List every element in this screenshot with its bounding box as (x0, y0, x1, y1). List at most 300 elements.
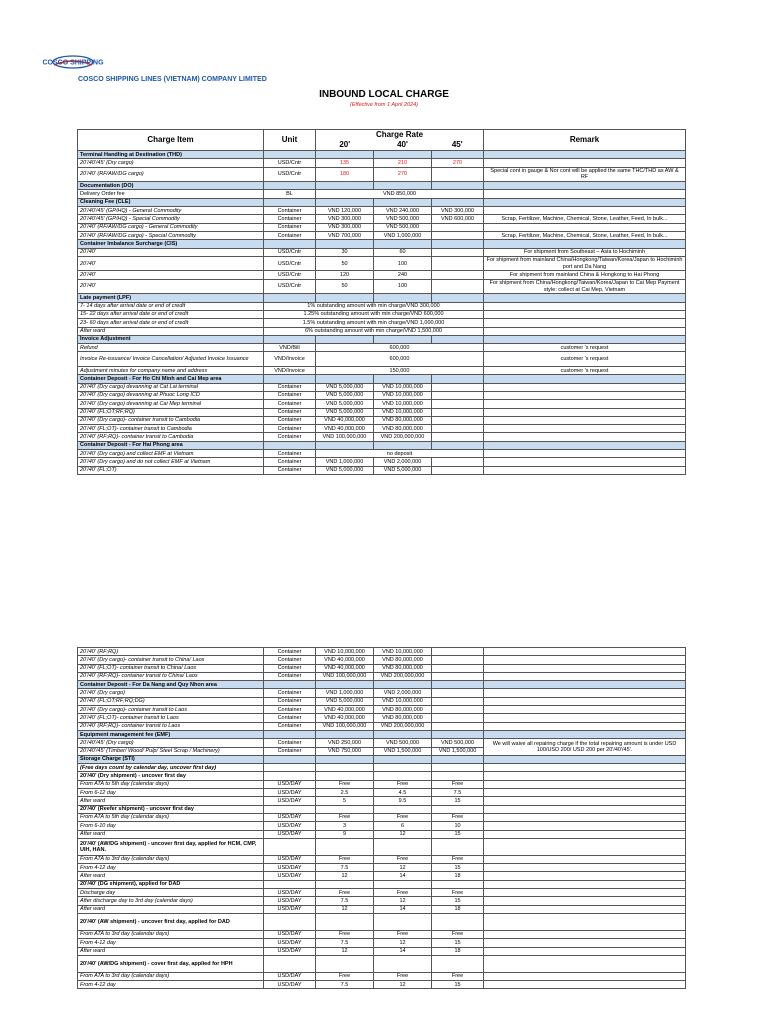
section-title: Invoice Adjustment (78, 335, 264, 343)
charge-item: 23- 60 days after arrival date or end of credit (78, 319, 264, 327)
rate-40: 12 (374, 864, 432, 872)
unit-cell: Container (264, 231, 316, 239)
section-header-row (78, 681, 686, 689)
charge-item: Refund (78, 344, 264, 352)
table-row (78, 408, 686, 416)
empty-cell (374, 838, 432, 855)
rate-45 (432, 256, 484, 271)
rate-40: Free (374, 855, 432, 863)
table-row (78, 400, 686, 408)
rate-45: VND 600,000 (432, 215, 484, 223)
section-title: Container Deposit - For Da Nang and Quy Nhon area (78, 681, 264, 689)
rate-40: VND 10,000,000 (374, 408, 432, 416)
unit-cell: USD/DAY (264, 864, 316, 872)
table-row (78, 223, 686, 231)
rate-20: VND 5,000,000 (316, 383, 374, 391)
table-row (78, 972, 686, 980)
subsection-title: 20'/40' (Dry shipment) - uncover first day (78, 772, 264, 780)
charge-item: 20'/40' (Dry cargo) and collect EMF at Vietnam (78, 449, 264, 457)
empty-cell (484, 151, 686, 159)
section-title: Late payment (LPF) (78, 294, 264, 302)
table-row (78, 714, 686, 722)
rate-20: VND 100,000,000 (316, 433, 374, 441)
empty-cell (484, 764, 686, 772)
remark-cell: customer 's request (484, 352, 686, 367)
empty-cell (374, 151, 432, 159)
remark-cell (484, 822, 686, 830)
remark-cell (484, 697, 686, 705)
effective-date: (Effective from 1 April 2024) (350, 102, 418, 108)
remark-cell (484, 416, 686, 424)
empty-cell (432, 294, 484, 302)
table-row (78, 256, 686, 271)
empty-cell (264, 955, 316, 972)
empty-cell (316, 772, 374, 780)
remark-cell (484, 830, 686, 838)
charge-table-page-1 (77, 129, 686, 475)
rate-40: VND 80,000,000 (374, 664, 432, 672)
rate-40: VND 1,000,000 (374, 231, 432, 239)
rate-20: 7.5 (316, 981, 374, 989)
rate-20: VND 1,000,000 (316, 458, 374, 466)
table-row (78, 897, 686, 905)
rate-20: 2.5 (316, 789, 374, 797)
col-unit: Unit (264, 130, 316, 151)
rate-45 (432, 248, 484, 256)
subsection-row (78, 772, 686, 780)
section-title: Equipment management fee (EMF) (78, 730, 264, 738)
rate-45: 7.5 (432, 789, 484, 797)
col-charge-rate: Charge Rate (316, 130, 484, 141)
table-row (78, 466, 686, 474)
empty-cell (316, 681, 374, 689)
rate-45 (432, 689, 484, 697)
table-row (78, 656, 686, 664)
rate-20: 12 (316, 947, 374, 955)
rate-20: VND 100,000,000 (316, 672, 374, 680)
empty-cell (374, 805, 432, 813)
table-row (78, 190, 686, 198)
remark-cell (484, 672, 686, 680)
remark-cell: Special cont in gauge & Nor cont will be applied the same THC/THD as AW & RF (484, 167, 686, 182)
unit-cell: Container (264, 400, 316, 408)
unit-cell: Container (264, 706, 316, 714)
charge-item: 20'/40' (RF;RQ)- container transit to Laos (78, 722, 264, 730)
rate-40: 14 (374, 947, 432, 955)
rate-20: VND 40,000,000 (316, 706, 374, 714)
unit-cell: Container (264, 383, 316, 391)
charge-item: 20'/40'/45' (GP/HQ) - Special Commodity (78, 215, 264, 223)
empty-cell (484, 880, 686, 888)
charge-item: 20'/40'/45' (Dry cargo) (78, 159, 264, 167)
unit-cell: USD/Cntr (264, 167, 316, 182)
table-row (78, 872, 686, 880)
remark-cell (484, 319, 686, 327)
table-row (78, 391, 686, 399)
empty-cell (264, 294, 316, 302)
empty-cell (432, 151, 484, 159)
rate-45 (432, 391, 484, 399)
unit-cell: USD/DAY (264, 797, 316, 805)
unit-cell: USD/DAY (264, 889, 316, 897)
table-row (78, 830, 686, 838)
empty-cell (374, 294, 432, 302)
empty-cell (432, 240, 484, 248)
section-header-row (78, 730, 686, 738)
remark-cell (484, 159, 686, 167)
charge-item: From 6-10 day (78, 822, 264, 830)
charge-item: From ATA to 3rd day (calendar days) (78, 972, 264, 980)
subsection-title: 20'/40' (AW/DG shipment) - uncover first day, applied for HCM, CMP, UIH, HAN. (78, 838, 264, 855)
empty-cell (264, 151, 316, 159)
charge-item: After ward (78, 327, 264, 335)
remark-cell (484, 664, 686, 672)
empty-cell (432, 755, 484, 763)
rate-45: 18 (432, 905, 484, 913)
unit-cell: Container (264, 739, 316, 747)
unit-cell: Container (264, 714, 316, 722)
rate-40: VND 200,000,000 (374, 433, 432, 441)
empty-cell (484, 730, 686, 738)
rate-40: 270 (374, 167, 432, 182)
section-title: Cleaning Fee (CLE) (78, 198, 264, 206)
table-row (78, 981, 686, 989)
rate-45: 10 (432, 822, 484, 830)
subsection-row (78, 955, 686, 972)
table-row (78, 648, 686, 656)
unit-cell: Container (264, 697, 316, 705)
empty-cell (316, 755, 374, 763)
charge-item: 20'/40'/45' (Dry cargo) (78, 739, 264, 747)
charge-item: 20'/40'/45' (GP/HQ) - General Commodity (78, 207, 264, 215)
rate-20: 180 (316, 167, 374, 182)
rate-20: VND 10,000,000 (316, 648, 374, 656)
rate-40: VND 240,000 (374, 207, 432, 215)
rate-20: 50 (316, 256, 374, 271)
charge-item: Adjustment minutes for company name and address (78, 367, 264, 375)
rate-40: 4.5 (374, 789, 432, 797)
table-row (78, 739, 686, 747)
rate-45: VND 300,000 (432, 207, 484, 215)
charge-item: 20'/40' (FL;OT)- container transit to Laos (78, 714, 264, 722)
rate-40: Free (374, 972, 432, 980)
charge-item: 20'/40' (Dry cargo) devanning at Cai Mep terminal (78, 400, 264, 408)
charge-rate-note: 1.25% outstanding amount with min charge/VND 600,000 (264, 310, 484, 318)
rate-40: 12 (374, 981, 432, 989)
remark-cell: customer 's request (484, 367, 686, 375)
rate-45 (432, 664, 484, 672)
rate-20: VND 100,000,000 (316, 722, 374, 730)
subsection-row (78, 838, 686, 855)
charge-item: 20'/40' (RF;RQ) (78, 648, 264, 656)
empty-cell (432, 335, 484, 343)
empty-cell (432, 182, 484, 190)
charge-item: 20'/40' (RF;RQ)- container transit to Cambodia (78, 433, 264, 441)
empty-cell (264, 880, 316, 888)
empty-cell (316, 240, 374, 248)
table-row (78, 159, 686, 167)
empty-cell (316, 764, 374, 772)
table-row (78, 215, 686, 223)
rate-20: VND 5,000,000 (316, 391, 374, 399)
rate-45 (432, 714, 484, 722)
empty-cell (264, 913, 316, 930)
rate-45 (432, 279, 484, 294)
unit-cell: Container (264, 207, 316, 215)
rate-40: VND 2,000,000 (374, 458, 432, 466)
remark-cell: For shipment from mainland China/Hongkong/Taiwan/Korea/Japan to Hochiminh port and Da Nang (484, 256, 686, 271)
rate-45 (432, 656, 484, 664)
rate-45: 15 (432, 939, 484, 947)
empty-cell (374, 182, 432, 190)
unit-cell: Container (264, 391, 316, 399)
table-row (78, 722, 686, 730)
rate-40: Free (374, 930, 432, 938)
unit-cell: USD/DAY (264, 905, 316, 913)
rate-20: Free (316, 889, 374, 897)
unit-cell: Container (264, 433, 316, 441)
col-20: 20' (316, 140, 374, 151)
empty-cell (316, 838, 374, 855)
unit-cell: VND/Invoice (264, 367, 316, 375)
rate-45 (432, 458, 484, 466)
table-row (78, 905, 686, 913)
section-header-row (78, 182, 686, 190)
charge-item: 20'/40' (Dry cargo)- container transit to Cambodia (78, 416, 264, 424)
rate-45 (432, 466, 484, 474)
charge-rate-flat: VND 850,000 (316, 190, 484, 198)
remark-cell (484, 981, 686, 989)
empty-cell (374, 880, 432, 888)
table-row (78, 327, 686, 335)
empty-cell (374, 764, 432, 772)
unit-cell: Container (264, 458, 316, 466)
charge-item: 20'/40' (FL;OT)- container transit to China/ Laos (78, 664, 264, 672)
unit-cell: USD/DAY (264, 939, 316, 947)
charge-item: 20'/40' (RF/AW/DG cargo) - General Commodity (78, 223, 264, 231)
rate-40: VND 1,500,000 (374, 747, 432, 755)
charge-item: 20'/40' (RF/AW/DG cargo) (78, 167, 264, 182)
charge-item: From 4-12 day (78, 864, 264, 872)
empty-cell (264, 182, 316, 190)
rate-20: VND 5,000,000 (316, 408, 374, 416)
rate-20: Free (316, 780, 374, 788)
section-title: Container Deposit - For Ho Chi Minh and Cai Mep area (78, 375, 264, 383)
charge-item: 20'/40' (Dry cargo)- container transit to Laos (78, 706, 264, 714)
remark-cell (484, 327, 686, 335)
empty-cell (374, 681, 432, 689)
table-row (78, 780, 686, 788)
unit-cell: Container (264, 223, 316, 231)
rate-40: VND 200,000,000 (374, 722, 432, 730)
table-row (78, 425, 686, 433)
empty-cell (374, 772, 432, 780)
rate-45 (432, 271, 484, 279)
section-title: Container Deposit - For Hai Phong area (78, 441, 264, 449)
rate-20: Free (316, 813, 374, 821)
unit-cell: Container (264, 449, 316, 457)
charge-item: 20'/40' (78, 256, 264, 271)
charge-item: After ward (78, 872, 264, 880)
charge-item: From ATA to 5th day (calendar days) (78, 780, 264, 788)
empty-cell (432, 913, 484, 930)
empty-cell (316, 805, 374, 813)
charge-item: From 6-12 day (78, 789, 264, 797)
rate-40: 100 (374, 256, 432, 271)
empty-cell (484, 335, 686, 343)
empty-cell (316, 182, 374, 190)
charge-rate-flat: 600,000 (316, 352, 484, 367)
subsection-title: 20'/40' (AW shipment) - uncover first day, applied for DAD (78, 913, 264, 930)
empty-cell (264, 764, 316, 772)
rate-20: 12 (316, 905, 374, 913)
rate-45 (432, 167, 484, 182)
empty-cell (264, 681, 316, 689)
col-45: 45' (432, 140, 484, 151)
remark-cell (484, 872, 686, 880)
empty-cell (484, 805, 686, 813)
rate-40: VND 500,000 (374, 223, 432, 231)
unit-cell: USD/DAY (264, 855, 316, 863)
unit-cell: Container (264, 664, 316, 672)
rate-20: 12 (316, 872, 374, 880)
rate-40: VND 2,000,000 (374, 689, 432, 697)
remark-cell (484, 302, 686, 310)
rate-40: 6 (374, 822, 432, 830)
remark-cell (484, 864, 686, 872)
empty-cell (316, 294, 374, 302)
remark-cell (484, 930, 686, 938)
table-row (78, 697, 686, 705)
rate-45 (432, 400, 484, 408)
charge-item: 7- 14 days after arrival date or end of credit (78, 302, 264, 310)
rate-40: VND 5,000,000 (374, 466, 432, 474)
unit-cell: USD/DAY (264, 789, 316, 797)
rate-45 (432, 722, 484, 730)
empty-cell (316, 730, 374, 738)
unit-cell: Container (264, 215, 316, 223)
remark-cell (484, 889, 686, 897)
rate-45 (432, 697, 484, 705)
remark-cell (484, 207, 686, 215)
rate-45: 15 (432, 864, 484, 872)
table-row (78, 352, 686, 367)
rate-20: 9 (316, 830, 374, 838)
empty-cell (374, 955, 432, 972)
remark-cell (484, 789, 686, 797)
unit-cell: USD/Cntr (264, 279, 316, 294)
remark-cell: For shipment from China/Hongkong/Taiwan/Korea/Japan to Cai Mep Payment style: collect at Cai Mep, Vietnam (484, 279, 686, 294)
rate-40: VND 500,000 (374, 739, 432, 747)
charge-item: After discharge day to 3rd day (calendar days) (78, 897, 264, 905)
rate-20: VND 5,000,000 (316, 466, 374, 474)
empty-cell (484, 240, 686, 248)
table-row (78, 947, 686, 955)
empty-cell (264, 730, 316, 738)
rate-40: Free (374, 813, 432, 821)
charge-rate-flat: no deposit (316, 449, 484, 457)
empty-cell (484, 294, 686, 302)
rate-45: Free (432, 813, 484, 821)
subsection-row (78, 805, 686, 813)
rate-40: Free (374, 889, 432, 897)
table-row (78, 231, 686, 239)
empty-cell (374, 730, 432, 738)
rate-40: VND 500,000 (374, 215, 432, 223)
empty-cell (264, 838, 316, 855)
table-row (78, 664, 686, 672)
empty-cell (264, 335, 316, 343)
empty-cell (264, 198, 316, 206)
rate-20: VND 300,000 (316, 215, 374, 223)
charge-item: 20'/40'/45' (Timber/ Wood/ Pulp/ Steel Scrap / Machinery) (78, 747, 264, 755)
unit-cell: Container (264, 747, 316, 755)
remark-cell (484, 648, 686, 656)
rate-20: VND 750,000 (316, 747, 374, 755)
empty-cell (316, 335, 374, 343)
remark-cell (484, 780, 686, 788)
rate-40: VND 80,000,000 (374, 425, 432, 433)
subsection-row (78, 880, 686, 888)
empty-cell (484, 955, 686, 972)
charge-rate-note: 6% outstanding amount with min charge/VND 1,500,000 (264, 327, 484, 335)
empty-cell (484, 772, 686, 780)
table-row (78, 433, 686, 441)
table-row (78, 889, 686, 897)
remark-cell (484, 383, 686, 391)
rate-45: Free (432, 780, 484, 788)
unit-cell: USD/DAY (264, 897, 316, 905)
table-row (78, 310, 686, 318)
rate-40: VND 10,000,000 (374, 697, 432, 705)
rate-40: 14 (374, 872, 432, 880)
charge-rate-note: 1% outstanding amount with min charge/VND 300,000 (264, 302, 484, 310)
rate-45 (432, 231, 484, 239)
empty-cell (374, 755, 432, 763)
rate-45: Free (432, 889, 484, 897)
unit-cell: USD/Cntr (264, 256, 316, 271)
rate-40: VND 80,000,000 (374, 714, 432, 722)
table-row (78, 248, 686, 256)
empty-cell (432, 441, 484, 449)
rate-20: 135 (316, 159, 374, 167)
charge-item: 20'/40' (RF/AW/DG cargo) - Special Commodity (78, 231, 264, 239)
rate-20: Free (316, 972, 374, 980)
rate-20: VND 120,000 (316, 207, 374, 215)
charge-item: After ward (78, 905, 264, 913)
remark-cell (484, 706, 686, 714)
charge-rate-flat: 600,000 (316, 344, 484, 352)
unit-cell: USD/DAY (264, 822, 316, 830)
rate-45 (432, 433, 484, 441)
unit-cell: USD/DAY (264, 872, 316, 880)
remark-cell: Scrap, Fertilizer, Machine, Chemical, Stone, Leather, Feed, In bulk... (484, 215, 686, 223)
company-name: COSCO SHIPPING LINES (VIETNAM) COMPANY LIMITED (78, 76, 267, 83)
rate-20: VND 5,000,000 (316, 697, 374, 705)
empty-cell (374, 240, 432, 248)
remark-cell: customer 's request (484, 344, 686, 352)
remark-cell (484, 223, 686, 231)
rate-40: VND 200,000,000 (374, 672, 432, 680)
table-row (78, 279, 686, 294)
section-title: Documentation (DO) (78, 182, 264, 190)
section-title: Storage Charge (STI) (78, 755, 264, 763)
empty-cell (374, 441, 432, 449)
rate-20: 120 (316, 271, 374, 279)
remark-cell (484, 689, 686, 697)
rate-45 (432, 672, 484, 680)
unit-cell: USD/Cntr (264, 271, 316, 279)
